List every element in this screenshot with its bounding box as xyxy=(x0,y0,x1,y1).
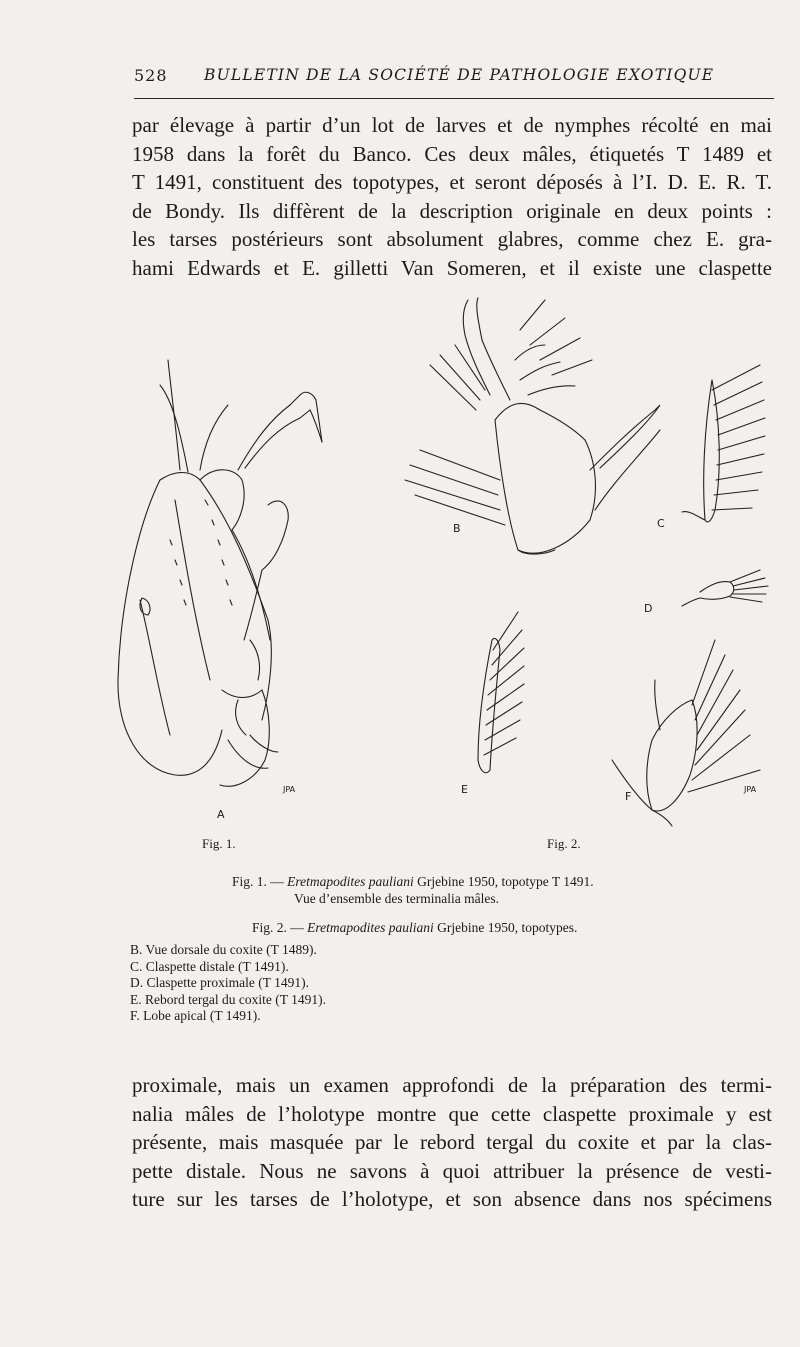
text-line: hami Edwards et E. gilletti Van Someren, et il existe une claspette xyxy=(132,255,772,280)
illustrator-initials: JPA xyxy=(283,785,296,794)
species-name: Eretmapodites pauliani xyxy=(287,874,414,889)
page-header xyxy=(134,66,774,96)
figure-b-drawing xyxy=(405,298,660,554)
figure-f-drawing xyxy=(612,640,760,826)
figure-2-caption xyxy=(252,920,672,937)
figure-1-caption xyxy=(232,874,692,907)
figure-a-drawing xyxy=(118,360,322,786)
text-line: les tarses postérieurs sont absolument glabres, comme chez E. gra- xyxy=(132,227,772,252)
text-line: proximale, mais un examen approfondi de la préparation des termi- xyxy=(132,1073,772,1097)
figure-e-drawing xyxy=(478,612,524,773)
legend-item: B. Vue dorsale du coxite (T 1489). xyxy=(130,942,317,957)
text-line: présente, mais masquée par le rebord tergal du coxite et par la clas- xyxy=(132,1130,772,1155)
figure-2-legend xyxy=(130,942,326,1025)
header-rule xyxy=(134,98,774,99)
legend-item: C. Claspette distale (T 1491). xyxy=(130,958,289,974)
caption-text: Grjebine 1950, topotype T 1491. xyxy=(413,874,594,889)
legend-item: D. Claspette proximale (T 1491). xyxy=(130,975,309,990)
figure-label-c: C xyxy=(657,517,665,530)
text-line: de Bondy. Ils diffèrent de la description originale en deux points : xyxy=(132,198,772,223)
figure-label-e: E xyxy=(461,783,468,796)
text-line: ture sur les tarses de l’holotype, et son absence dans nos spécimens xyxy=(132,1187,772,1212)
caption-text: Grjebine 1950, topotypes. xyxy=(433,920,578,935)
figure-label-f: F xyxy=(625,790,632,803)
bottom-paragraph xyxy=(132,1071,772,1214)
text-line: T 1491, constituent des topotypes, et seront déposés à l’I. D. E. R. T. xyxy=(132,170,772,195)
caption-line-2: Vue d’ensemble des terminalia mâles. xyxy=(294,890,499,906)
figure-c-drawing xyxy=(682,365,765,522)
text-line: 1958 dans la forêt du Banco. Ces deux mâles, étiquetés T 1489 et xyxy=(132,141,772,166)
figure-label-a: A xyxy=(217,808,225,821)
figure-2-number: Fig. 2. xyxy=(547,836,581,851)
page-number: 528 xyxy=(134,66,168,85)
text-line: nalia mâles de l’holotype montre que cette claspette proximale y est xyxy=(132,1101,772,1126)
text-line: pette distale. Nous ne savons à quoi attribuer la présence de vesti- xyxy=(132,1158,772,1183)
figure-d-drawing xyxy=(682,570,768,606)
figure-1-number: Fig. 1. xyxy=(202,836,236,851)
figure-label-d: D xyxy=(644,602,653,615)
figure-label-b: B xyxy=(453,522,461,535)
legend-item: E. Rebord tergal du coxite (T 1491). xyxy=(130,991,326,1007)
text-line: par élevage à partir d’un lot de larves et de nymphes récolté en mai xyxy=(132,113,772,137)
top-paragraph xyxy=(132,111,772,283)
species-name: Eretmapodites pauliani xyxy=(307,920,434,935)
caption-prefix: Fig. 1. — xyxy=(232,874,288,889)
legend-item: F. Lobe apical (T 1491). xyxy=(130,1008,261,1023)
running-title: BULLETIN DE LA SOCIÉTÉ DE PATHOLOGIE EXOTIQUE xyxy=(204,66,715,84)
caption-prefix: Fig. 2. — xyxy=(252,920,308,935)
illustrator-initials: JPA xyxy=(744,785,757,794)
